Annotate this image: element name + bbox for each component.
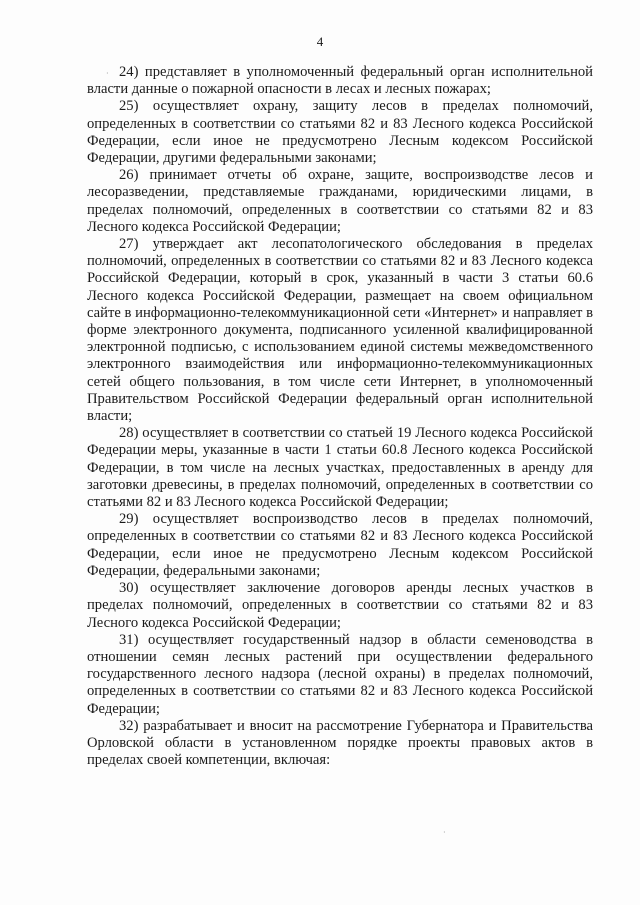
paragraph-24: 24) представляет в уполномоченный федеральный орган исполнительной власти данные о пожарной опасности в лесах и лесных пожарах; [87, 64, 593, 98]
paragraph-30: 30) осуществляет заключение договоров аренды лесных участков в пределах полномочий, определенных в соответствии со статьями 82 и 83 Лесного кодекса Российской Федерации; [87, 580, 593, 631]
paragraph-31: 31) осуществляет государственный надзор в области семеноводства в отношении семян лесных растений при осуществлении федерального государственного лесного надзора (лесной охраны) в пределах полномочий, определенных в соответствии со статьями 82 и 83 Лесного кодекса Российской Федерации; [87, 631, 593, 717]
paragraph-27: 27) утверждает акт лесопатологического обследования в пределах полномочий, определенных в соответствии со статьями 82 и 83 Лесного кодекса Российской Федерации, который в срок, указанный в части 3 статьи 60.6 Лесного кодекса Российской Федерации, размещает на своем официальном сайте в информационно-телекоммуникационной сети «Интернет» и направляет в форме электронного документа, подписанного усиленной квалифицированной электронной подписью, с использованием единой системы межведомственного электронного взаимодействия или информационно-телекоммуникационных сетей общего пользования, в том числе сети Интернет, в уполномоченный Правительством Российской Федерации федеральный орган исполнительной власти; [87, 236, 593, 425]
paragraph-32: 32) разрабатывает и вносит на рассмотрение Губернатора и Правительства Орловской области в установленном порядке проекты правовых актов в пределах своей компетенции, включая: [87, 717, 593, 769]
paragraph-29: 29) осуществляет воспроизводство лесов в пределах полномочий, определенных в соответствии со статьями 82 и 83 Лесного кодекса Российской Федерации, если иное не предусмотрено Лесным кодексом Российской Федерации, федеральными законами; [87, 511, 593, 579]
scan-speck: · [106, 69, 109, 78]
scan-speck: · [443, 828, 446, 837]
paragraph-28: 28) осуществляет в соответствии со статьей 19 Лесного кодекса Российской Федерации меры, указанные в части 1 статьи 60.8 Лесного кодекса Российской Федерации, в том числе на лесных участках, предоставленных в аренду для заготовки древесины, в пределах полномочий, определенных в соответствии со статьями 82 и 83 Лесного кодекса Российской Федерации; [87, 425, 593, 511]
page-number: 4 [316, 34, 324, 49]
paragraph-25: 25) осуществляет охрану, защиту лесов в пределах полномочий, определенных в соответствии со статьями 82 и 83 Лесного кодекса Российской Федерации, если иное не предусмотрено Лесным кодексом Российской Федерации, другими федеральными законами; [87, 98, 593, 167]
document-body [87, 64, 593, 769]
paragraph-26: 26) принимает отчеты об охране, защите, воспроизводстве лесов и лесоразведении, представляемые гражданами, юридическими лицами, в пределах полномочий, определенных в соответствии со статьями 82 и 83 Лесного кодекса Российской Федерации; [87, 167, 593, 235]
